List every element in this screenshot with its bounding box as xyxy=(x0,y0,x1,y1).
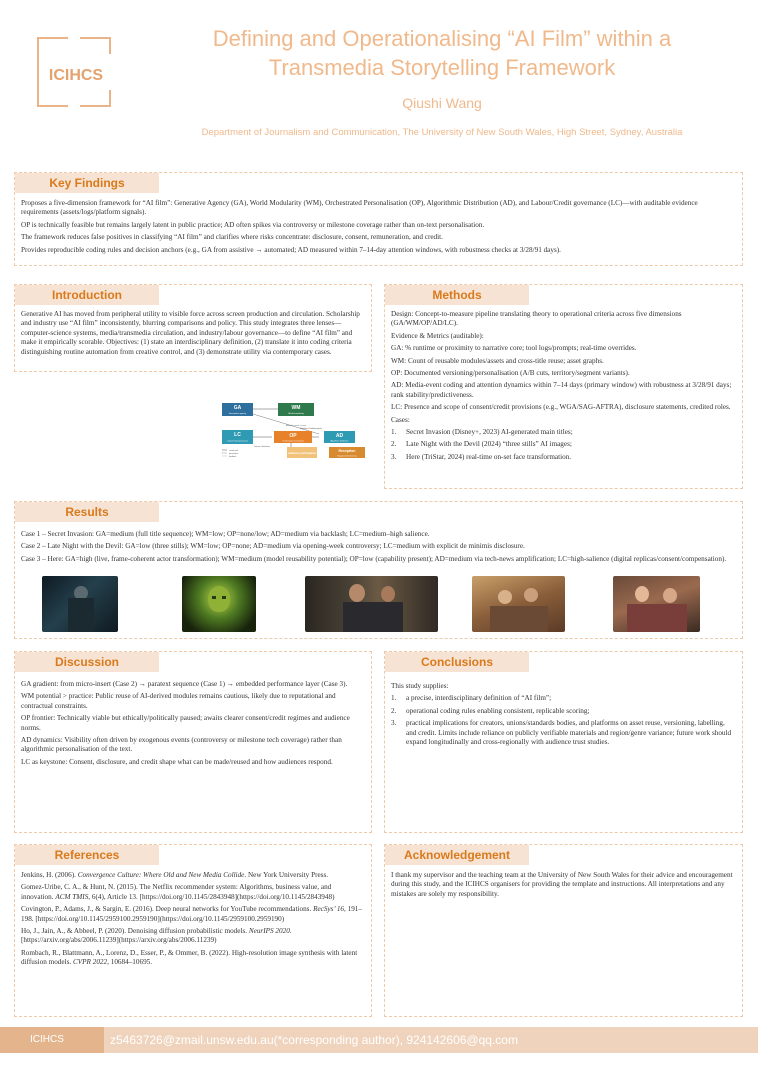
legend-feedback: feedback xyxy=(229,456,237,458)
discussion-item: LC as keystone: Consent, disclosure, and credit shape what can be made/reused and how audiences respond. xyxy=(21,757,333,766)
reception-node-label: Reception xyxy=(338,449,356,453)
key-findings-panel xyxy=(14,172,743,266)
reference-item: Covington, P., Adams, J., & Sargin, E. (2016). Deep neural networks for YouTube recommendations. RecSys’ 16, 191–198. [https://doi.org/10.1145/2959100.2959190](https://doi.org/10.1145/2959100.2959190) xyxy=(21,905,362,923)
audience-node-label: Audience participation xyxy=(288,452,316,455)
discussion-body xyxy=(21,680,365,770)
references-panel xyxy=(14,844,372,1017)
conclusions-body xyxy=(391,682,736,750)
wm-node-label: WM xyxy=(291,405,301,411)
diagram-top-note: Modular assets / reuse xyxy=(285,425,307,427)
footer-conference-tag: ICIHCS xyxy=(0,1027,104,1053)
reference-item: Ho, J., Jain, A., & Abbeel, P. (2020). Denoising diffusion probabilistic models. NeurIPS 2020. [https://arxiv.org/abs/2006.11239](https://arxiv.org/abs/2006.11239) xyxy=(21,927,292,945)
key-finding-item: OP is technically feasible but remains largely latent in public practice; AD often spikes via controversy or milestone coverage rather than on-text personalisation. xyxy=(21,220,485,229)
methods-item: Cases: xyxy=(391,415,410,424)
framework-diagram xyxy=(216,400,376,460)
reference-item: Jenkins, H. (2006). Convergence Culture: Where Old and New Media Collide. New York University Press. xyxy=(21,871,329,879)
case-item: 2. Late Night with the Devil (2024) “three stills” AI images; xyxy=(391,440,572,449)
methods-item: LC: Presence and scope of consent/credit provisions (e.g., WGA/SAG-AFTRA), disclosure statements, credited roles. xyxy=(391,403,731,412)
reference-item: Gomez-Uribe, C. A., & Hunt, N. (2015). The Netflix recommender system: Algorithms, business value, and innovation. ACM TMIS, 6(4), Article 13. [https://doi.org/10.1145/2843948](https://doi.org/10.1145/2843948) xyxy=(21,883,335,901)
introduction-panel xyxy=(14,284,372,372)
conclusion-item: 2. operational coding rules enabling consistent, replicable scoring; xyxy=(391,706,590,715)
acknowledgement-heading: Acknowledgement xyxy=(385,845,529,865)
methods-case-list xyxy=(391,428,736,462)
author-name: Qiushi Wang xyxy=(402,95,482,111)
case2-still-image-2 xyxy=(305,576,438,632)
case3-still-image-2 xyxy=(613,576,700,632)
discussion-item: GA gradient: from micro-insert (Case 2) → paratext sequence (Case 1) → embedded performance layer (Case 3). xyxy=(21,680,348,688)
key-findings-body xyxy=(21,199,736,258)
footer-contact-emails: z5463726@zmail.unsw.edu.au(*corresponding author), 924142606@qq.com xyxy=(110,1033,518,1047)
case-item: 3. Here (TriStar, 2024) real-time on-set face transformation. xyxy=(391,452,572,461)
discussion-panel xyxy=(14,651,372,833)
acknowledgement-text: I thank my supervisor and the teaching team at the University of New South Wales for their advice and encouragement during this study, and the ICIHCS organisers for providing the template and instructions. All interpretations and any mistakes are solely my responsibility. xyxy=(391,871,733,898)
op-node-label: OP xyxy=(289,433,297,439)
discussion-heading: Discussion xyxy=(15,652,159,672)
key-finding-item: The framework reduces false positives in classifying “AI film” and clarifies where risks concentrate: disclosure, consent, remuneration, and credit. xyxy=(21,233,443,242)
case-item: 1. Secret Invasion (Disney+, 2023) AI-generated main titles; xyxy=(391,428,573,437)
introduction-heading: Introduction xyxy=(15,285,159,305)
ga-node-sub: Generative agency xyxy=(228,413,247,415)
diagram-low-note: Consent / disclosure xyxy=(253,446,271,448)
icihcs-logo xyxy=(36,36,112,108)
references-body xyxy=(21,871,365,971)
discussion-item: OP frontier: Technically viable but ethically/politically paused; awaits clearer consent/credit regimes and audience norms. xyxy=(21,714,350,732)
reference-item: Rombach, R., Blattmann, A., Lorenz, D., Esser, P., & Ommer, B. (2022). High-resolution image synthesis with latent diffusion models. CVPR 2022, 10684–10695. xyxy=(21,948,358,967)
acknowledgement-panel xyxy=(384,844,743,1017)
op-node-sub: Orchestrated personalisation xyxy=(282,440,304,443)
results-heading: Results xyxy=(15,502,159,522)
acknowledgement-body xyxy=(391,871,736,902)
logo-text: ICIHCS xyxy=(48,67,104,84)
methods-heading: Methods xyxy=(385,285,529,305)
ga-node-label: GA xyxy=(233,405,242,411)
conclusions-panel xyxy=(384,651,743,833)
results-item: Case 3 – Here: GA=high (live, frame-coherent actor transformation); WM=medium (model reusability potential); OP=low (capability present); AD=medium via tech-news amplification; LC=high-salience (digital replicas/consent/compensation). xyxy=(21,554,727,563)
ad-node-sub: Algorithmic distribution xyxy=(330,440,349,443)
methods-item: OP: Documented versioning/personalisation (A/B cuts, territory/segment variants). xyxy=(391,369,630,378)
conclusions-intro: This study supplies: xyxy=(391,682,449,690)
wm-node-sub: World modularity xyxy=(288,413,304,415)
ad-node-label: AD xyxy=(335,433,344,439)
case2-still-image xyxy=(182,576,256,632)
title-line-2: Transmedia Storytelling Framework xyxy=(268,55,616,80)
introduction-body xyxy=(21,310,365,360)
introduction-text: Generative AI has moved from peripheral utility to visible force across screen production and circulation. Scholarship and industry use “AI film” inconsistently, blurring comparisons and policy. This study integrates three lenses—computer-science systems, media/transmedia circulation, and industry/labour governance—to define “AI film” and make it empirically scorable. Objectives: (1) state an interdisciplinary definition, (2) translate it into coding criteria distinguishing routine automation from creative control, and (3) demonstrate utility via contemporary cases. xyxy=(21,310,360,356)
legend-causal: causal path xyxy=(229,450,239,452)
poster-title xyxy=(150,24,734,82)
key-findings-heading: Key Findings xyxy=(15,173,159,193)
reception-node-sub: Engagement/Controversy xyxy=(337,455,357,458)
key-finding-item: Proposes a five-dimension framework for “AI film”: Generative Agency (GA), World Modularity (WM), Orchestrated Personalisation (OP), Algorithmic Distribution (AD), and Labour/Credit governance (LC)—with auditable evidence requirements (assets/logs/platform signals). xyxy=(21,199,698,217)
title-line-1: Defining and Operationalising “AI Film” within a xyxy=(212,26,672,51)
diagram-mid-note: Eligibility & Visibility signals xyxy=(300,428,322,430)
methods-body xyxy=(391,310,736,465)
discussion-item: AD dynamics: Visibility often driven by exogenous events (controversy or milestone tech coverage) rather than algorithmic personalisation of the text. xyxy=(21,736,342,754)
lc-node-sub: Labour/credit governance xyxy=(226,440,249,443)
case1-still-image xyxy=(42,576,118,632)
methods-item: WM: Count of reusable modules/assets and cross-title reuse; asset graphs. xyxy=(391,356,604,365)
conclusions-heading: Conclusions xyxy=(385,652,529,672)
case3-still-image xyxy=(472,576,565,632)
references-heading: References xyxy=(15,845,159,865)
conclusions-list xyxy=(391,694,736,747)
results-body xyxy=(21,530,736,567)
discussion-item: WM potential > practice: Public reuse of AI-derived modules remains cautious, likely due to reputational and contractual constraints. xyxy=(21,692,336,710)
methods-panel xyxy=(384,284,743,489)
methods-item: AD: Media-event coding and attention dynamics within 7–14 days (primary window) with robustness at 3/28/91 days; rank stability/predictiveness. xyxy=(391,381,732,399)
methods-item: Evidence & Metrics (auditable): xyxy=(391,331,484,340)
footer-bar xyxy=(0,1027,758,1053)
key-finding-item: Provides reproducible coding rules and decision anchors (e.g., GA from assistive → automated; AD measured within 7–14-day attention windows, with robustness checks at 3/28/91 days). xyxy=(21,245,561,254)
methods-item: GA: % runtime or proximity to narrative core; tool logs/prompts; real-time overrides. xyxy=(391,344,637,353)
results-item: Case 1 – Secret Invasion: GA=medium (full title sequence); WM=low; OP=none/low; AD=medium via backlash; LC=medium–high salience. xyxy=(21,530,430,538)
methods-item: Design: Concept-to-measure pipeline translating theory to operational criteria across five dimensions (GA/WM/OP/AD/LC). xyxy=(391,310,682,328)
conclusion-item: 1. a precise, interdisciplinary definition of “AI film”; xyxy=(391,694,552,703)
conclusion-item: 3. practical implications for creators, unions/standards bodies, and platforms on asset reuse, versioning, labelling, and credit. Limits include reliance on publicly verifiable materials and region/genre variance; future work should expand longitudinally and cross-regionally with audience trust studies. xyxy=(391,719,732,747)
legend-governance: governance xyxy=(229,453,239,455)
lc-node-label: LC xyxy=(234,432,241,438)
affiliation: Department of Journalism and Communication, The University of New South Wales, High Street, Sydney, Australia xyxy=(201,127,683,138)
results-item: Case 2 – Late Night with the Devil: GA=low (three stills); WM=low; OP=none; AD=medium via opening-week controversy; LC=medium with explicit de minimis disclosure. xyxy=(21,542,525,551)
